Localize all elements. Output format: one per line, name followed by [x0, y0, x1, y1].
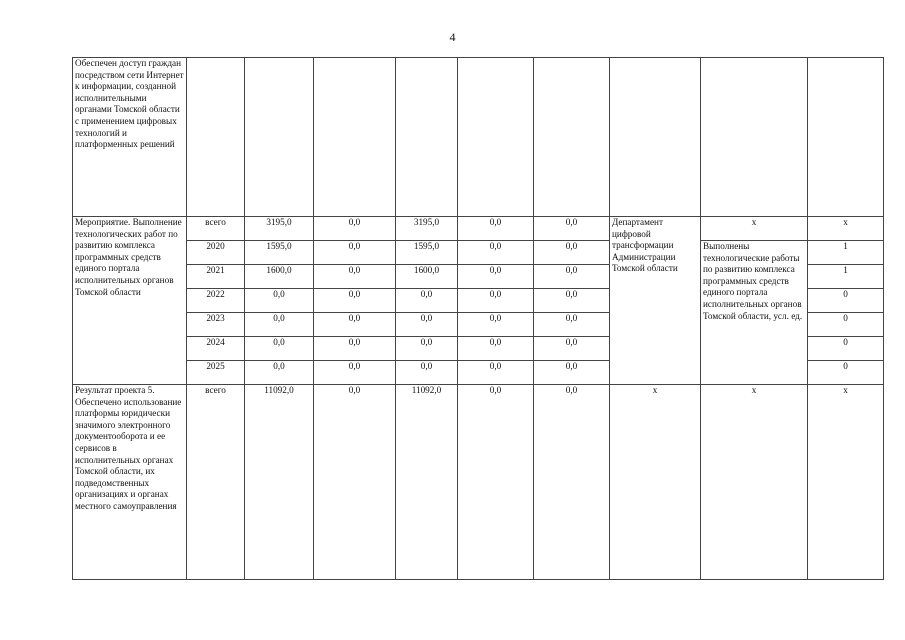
federal-cell: 0,0 [314, 265, 396, 289]
other-cell: 0,0 [534, 241, 610, 265]
regional-cell: 1595,0 [396, 241, 458, 265]
local-cell: 0,0 [458, 289, 534, 313]
value-cell: 0 [808, 337, 884, 361]
other-cell: 0,0 [534, 289, 610, 313]
value-cell: 0 [808, 289, 884, 313]
total-cell: 0,0 [245, 313, 314, 337]
regional-cell: 0,0 [396, 337, 458, 361]
other-cell: 0,0 [534, 265, 610, 289]
regional-cell: 3195,0 [396, 217, 458, 241]
regional-cell: 1600,0 [396, 265, 458, 289]
year-cell: 2020 [187, 241, 245, 265]
total-cell: 0,0 [245, 289, 314, 313]
table-row [73, 217, 884, 241]
regional-cell: 0,0 [396, 313, 458, 337]
federal-cell: 0,0 [314, 241, 396, 265]
other-cell: 0,0 [534, 337, 610, 361]
value-cell: x [808, 385, 884, 580]
department-cell: x [610, 385, 701, 580]
indicator-name-cell: Выполнены технологические работы по развитию комплекса программных средств единого портала исполнительных органов Томской области, усл. ед. [701, 241, 808, 385]
value-cell: 1 [808, 241, 884, 265]
local-cell: 0,0 [458, 241, 534, 265]
year-cell: 2024 [187, 337, 245, 361]
department-cell: Департамент цифровой трансформации Администрации Томской области [610, 217, 701, 385]
year-cell: 2023 [187, 313, 245, 337]
year-cell: всего [187, 385, 245, 580]
total-cell: 1600,0 [245, 265, 314, 289]
budget-table [72, 57, 884, 580]
value-cell: 0 [808, 313, 884, 337]
local-cell: 0,0 [458, 265, 534, 289]
activity-label: Мероприятие. Выполнение технологических работ по развитию комплекса программных средств единого портала исполнительных органов Томской области [73, 217, 187, 385]
value-cell: 0 [808, 361, 884, 385]
federal-cell: 0,0 [314, 385, 396, 580]
local-cell: 0,0 [458, 217, 534, 241]
year-cell: 2021 [187, 265, 245, 289]
indicator-name-cell: x [701, 385, 808, 580]
federal-cell: 0,0 [314, 289, 396, 313]
total-cell: 3195,0 [245, 217, 314, 241]
federal-cell: 0,0 [314, 217, 396, 241]
year-cell: всего [187, 217, 245, 241]
other-cell: 0,0 [534, 313, 610, 337]
year-cell: 2022 [187, 289, 245, 313]
page-number: 4 [449, 30, 456, 44]
result-label: Результат проекта 5. Обеспечено использование платформы юридически значимого электронного документооборота и ее сервисов в исполнительных органах Томской области, их подведомственных организациях и органах местного самоуправления [73, 385, 187, 580]
other-cell: 0,0 [534, 217, 610, 241]
local-cell: 0,0 [458, 361, 534, 385]
regional-cell: 11092,0 [396, 385, 458, 580]
local-cell: 0,0 [458, 313, 534, 337]
local-cell: 0,0 [458, 385, 534, 580]
table-row-result [73, 385, 884, 580]
table-row-header-block [73, 58, 884, 217]
total-cell: 0,0 [245, 361, 314, 385]
table-row [73, 241, 884, 265]
total-cell: 1595,0 [245, 241, 314, 265]
regional-cell: 0,0 [396, 361, 458, 385]
federal-cell: 0,0 [314, 361, 396, 385]
regional-cell: 0,0 [396, 289, 458, 313]
header-block-label: Обеспечен доступ граждан посредством сети Интернет к информации, созданной исполнительными органами Томской области с применением цифровых технологий и платформенных решений [73, 58, 187, 217]
total-cell: 11092,0 [245, 385, 314, 580]
local-cell: 0,0 [458, 337, 534, 361]
other-cell: 0,0 [534, 361, 610, 385]
total-cell: 0,0 [245, 337, 314, 361]
value-cell: 1 [808, 265, 884, 289]
federal-cell: 0,0 [314, 313, 396, 337]
value-cell: x [808, 217, 884, 241]
year-cell: 2025 [187, 361, 245, 385]
federal-cell: 0,0 [314, 337, 396, 361]
other-cell: 0,0 [534, 385, 610, 580]
indicator-total-cell: x [701, 217, 808, 241]
